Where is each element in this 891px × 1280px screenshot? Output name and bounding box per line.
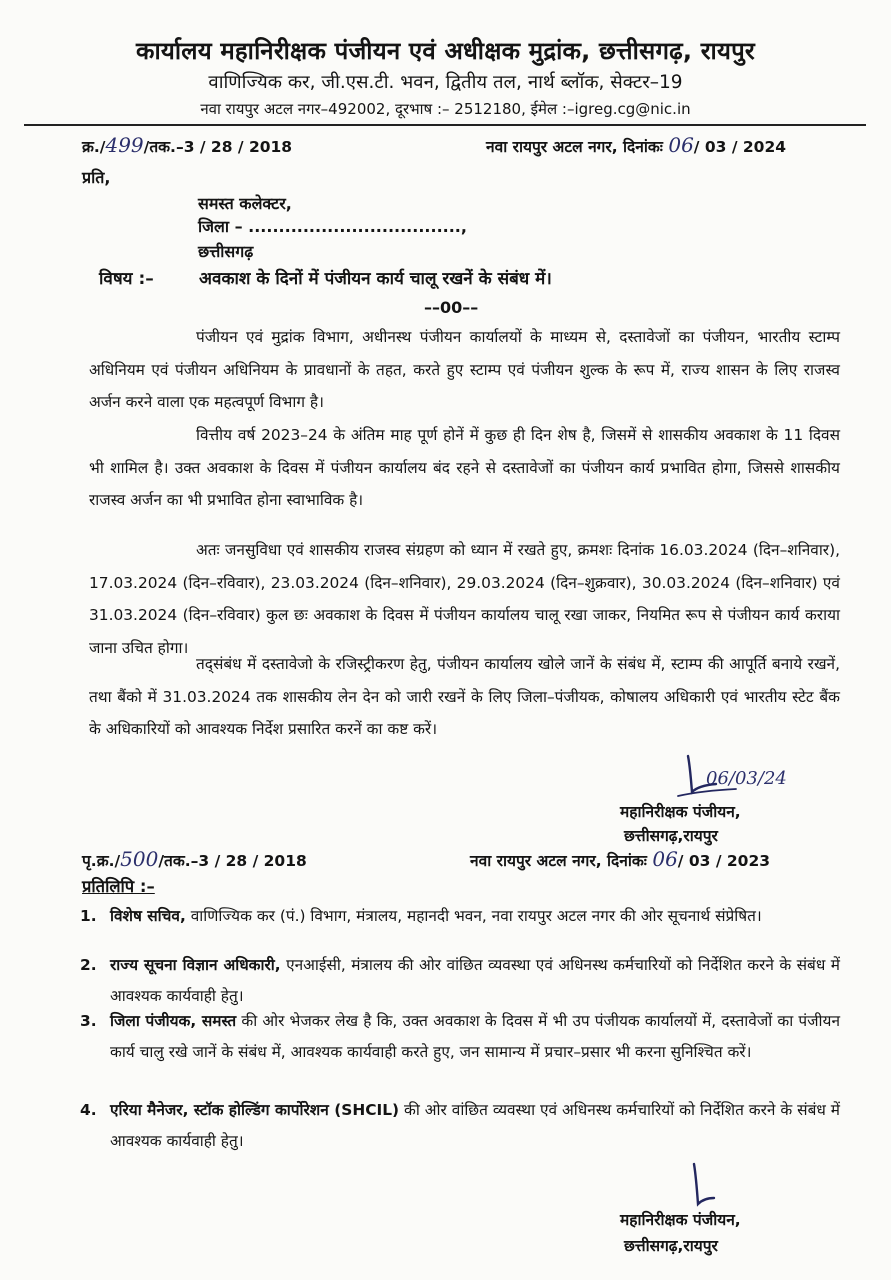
- subject-text: अवकाश के दिनों में पंजीयन कार्य चालू रखनें के संबंध में।: [199, 269, 552, 289]
- body-paragraph-3: अतः जनसुविधा एवं शासकीय राजस्व संग्रहण को ध्यान में रखते हुए, क्रमशः दिनांक 16.03.2024 (दिन–शनिवार), 17.03.2024 (दिन–रविवार), 23.03.2024 (दिन–शनिवार), 29.03.2024 (दिन–शुक्रवार), 30.03.2024 (दिन–शनिवार) एवं 31.03.2024 (दिन–रविवार) कुल छः अवकाश के दिवस में पंजीयन कार्यालय चालू रखा जाकर, नियमित रूप से पंजीयन कार्य कराया जाना उचित होगा।: [89, 541, 840, 657]
- signatory-place: छत्तीसगढ़,रायपुर: [624, 827, 718, 845]
- body-paragraph-4: तद्संबंध में दस्तावेजो के रजिस्ट्रीकरण हेतु, पंजीयन कार्यालय खोले जानें के संबंध में, स्टाम्प की आपूर्ति बनाये रखनें, तथा बैंको में 31.03.2024 तक शासकीय लेन देन को जारी रखनें के लिए जिला–पंजीयक, कोषालय अधिकारी एवं भारतीय स्टेट बैंक के अधिकारियों को आवश्यक निर्देश प्रसारित करनें का कष्ट करें।: [89, 655, 840, 738]
- subject-separator: ––00––: [424, 298, 479, 317]
- office-address: वाणिज्यिक कर, जी.एस.टी. भवन, द्वितीय तल, नार्थ ब्लॉक, सेक्टर–19: [208, 72, 683, 93]
- copy-signature-mark: [680, 1160, 720, 1210]
- handwritten-date-day: 06: [668, 133, 694, 157]
- office-contact: नवा रायपुर अटल नगर–492002, दूरभाष :– 2512180, ईमेल :–igreg.cg@nic.in: [200, 100, 691, 118]
- subject-label: विषय :–: [99, 269, 154, 289]
- letter-date: नवा रायपुर अटल नगर, दिनांकः 06/ 03 / 2024: [486, 133, 787, 157]
- copy-signatory-title: महानिरीक्षक पंजीयन,: [620, 1211, 741, 1229]
- signatory-title: महानिरीक्षक पंजीयन,: [620, 803, 741, 821]
- copy-date: नवा रायपुर अटल नगर, दिनांकः 06/ 03 / 2023: [470, 847, 771, 871]
- addressee-line-2: जिला – ...................................,: [198, 217, 467, 236]
- copy-item: 2. राज्य सूचना विज्ञान अधिकारी, एनआईसी, मंत्रालय की ओर वांछित व्यवस्था एवं अधिनस्थ कर्मचारियों को निर्देशित करने के संबंध में आवश्यक कार्यवाही हेतु।: [80, 956, 840, 1005]
- copy-signatory-place: छत्तीसगढ़,रायपुर: [624, 1237, 718, 1255]
- handwritten-ref-number: 499: [105, 133, 144, 157]
- reference-number: क्र./499/तक.–3 / 28 / 2018: [82, 133, 293, 157]
- copy-item: 1. विशेष सचिव, वाणिज्यिक कर (पं.) विभाग, मंत्रालय, महानदी भवन, नवा रायपुर अटल नगर की ओर सूचनार्थ संप्रेषित।: [80, 907, 762, 925]
- copy-item: 4. एरिया मैनेजर, स्टॉक होल्डिंग कार्पोरेशन (SHCIL) की ओर वांछित व्यवस्था एवं अधिनस्थ कर्मचारियों को निर्देशित करने के संबंध में आवश्यक कार्यवाही हेतु।: [80, 1101, 840, 1150]
- to-label: प्रति,: [82, 168, 111, 187]
- copy-item: 3. जिला पंजीयक, समस्त की ओर भेजकर लेख है कि, उक्त अवकाश के दिवस में भी उप पंजीयक कार्यालयों में, दस्तावेजों का पंजीयन कार्य चालु रखे जानें के संबंध में, आवश्यक कार्यवाही करते हुए, जन सामान्य में प्रचार–प्रसार भी करना सुनिश्चित करें।: [80, 1012, 840, 1061]
- addressee-line-3: छत्तीसगढ़: [198, 242, 254, 261]
- handwritten-copy-ref-number: 500: [120, 847, 159, 871]
- header-divider: [24, 124, 866, 126]
- handwritten-copy-date-day: 06: [652, 847, 678, 871]
- body-paragraph-1: पंजीयन एवं मुद्रांक विभाग, अधीनस्थ पंजीयन कार्यालयों के माध्यम से, दस्तावेजों का पंजीयन, भारतीय स्टाम्प अधिनियम एवं पंजीयन अधिनियम के प्रावधानों के तहत, करते हुए स्टाम्प एवं पंजीयन शुल्क के रूप में, राज्य शासन के लिए राजस्व अर्जन करने वाला एक महत्वपूर्ण विभाग है।: [89, 328, 840, 411]
- office-title: कार्यालय महानिरीक्षक पंजीयन एवं अधीक्षक मुद्रांक, छत्तीसगढ़, रायपुर: [136, 37, 755, 65]
- copy-title: प्रतिलिपि :–: [82, 877, 155, 896]
- body-paragraph-2: वित्तीय वर्ष 2023–24 के अंतिम माह पूर्ण होनें में कुछ ही दिन शेष है, जिसमें से शासकीय अवकाश के 11 दिवस भी शामिल है। उक्त अवकाश के दिवस में पंजीयन कार्यालय बंद रहने से दस्तावेजों का पंजीयन कार्य प्रभावित होगा, जिससे शासकीय राजस्व अर्जन का भी प्रभावित होना स्वाभाविक है।: [89, 426, 840, 509]
- addressee-line-1: समस्त कलेक्टर,: [198, 194, 292, 213]
- signature-date: 06/03/24: [706, 768, 787, 789]
- copy-reference-number: पृ.क्र./500/तक.–3 / 28 / 2018: [82, 847, 307, 871]
